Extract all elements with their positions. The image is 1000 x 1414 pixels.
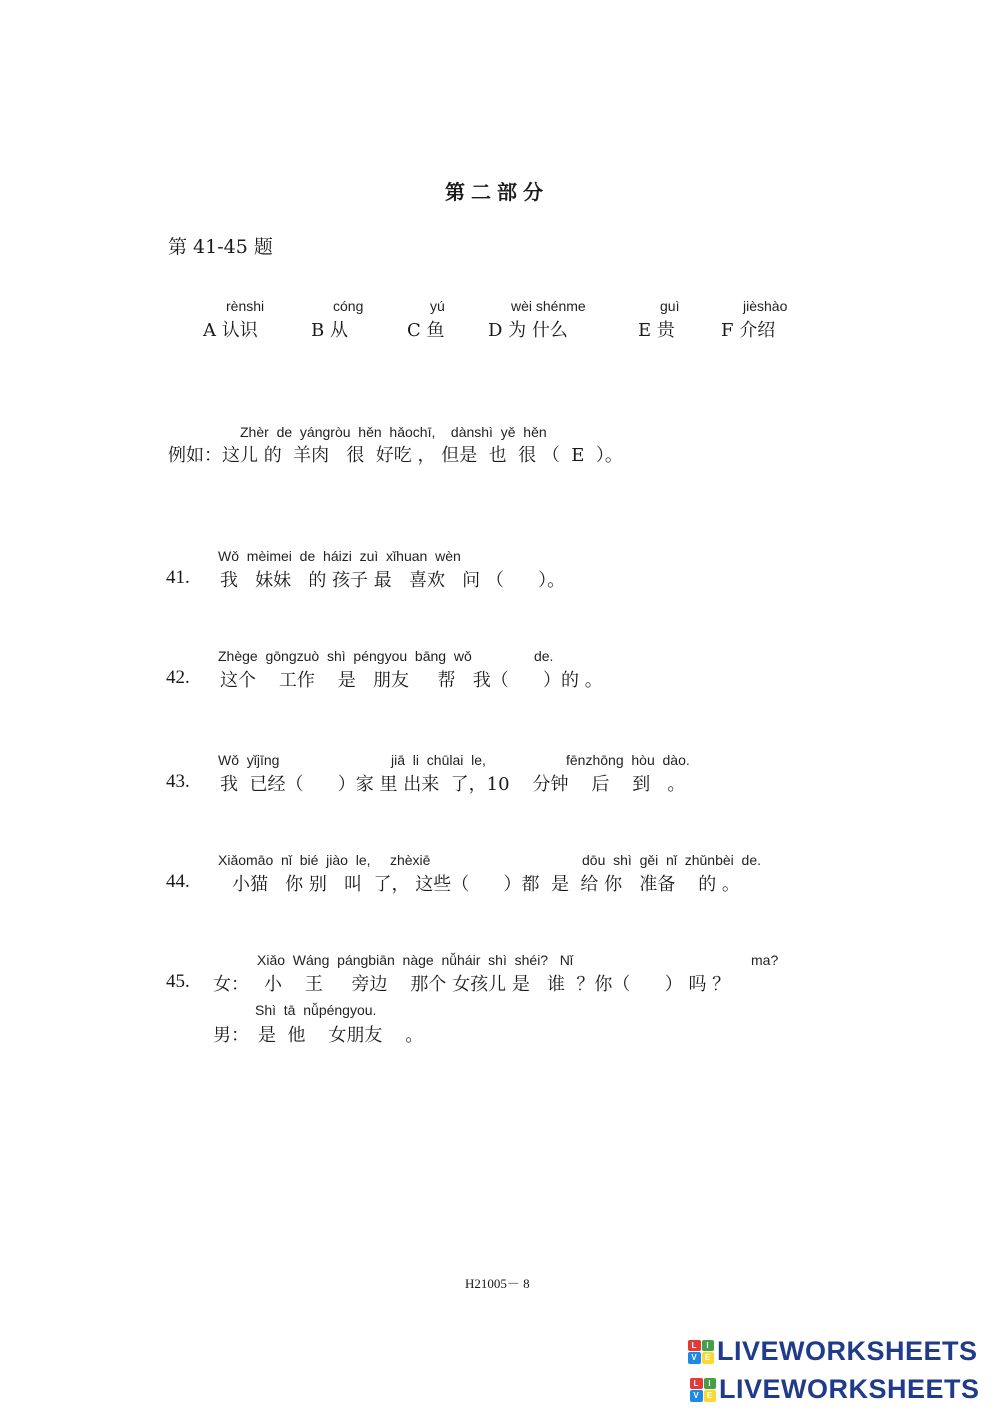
section-title: 第二部分 xyxy=(445,180,549,204)
q43-number: 43. xyxy=(166,771,190,792)
liveworksheets-icon-2: L I V E xyxy=(690,1378,716,1402)
q45-sentence-male: 是 他 女朋友 。 xyxy=(258,1025,424,1046)
liveworksheets-icon: L I V E xyxy=(688,1340,714,1364)
option-c: C 鱼 xyxy=(407,320,445,341)
q45-pinyin-a: Xiǎo Wáng pángbiān nàge nǚháir shì shéi? Nǐ xyxy=(257,952,573,968)
example-pinyin: Zhèr de yángròu hěn hǎochī, dànshì yě hěn xyxy=(240,424,547,440)
q43-pinyin-a: Wǒ yǐjīng xyxy=(218,752,280,768)
question-range: 第 41-45 题 xyxy=(168,236,273,258)
q45-sentence-female: 小 王 旁边 那个 女孩儿 是 谁 ？你（ ） 吗 ？ xyxy=(264,974,731,995)
option-e: E 贵 xyxy=(638,320,675,341)
q44-pinyin-b: dōu shì gěi nǐ zhǔnbèi de. xyxy=(582,852,762,868)
option-a-pinyin: rènshi xyxy=(226,298,265,314)
q43-pinyin-b: jiā li chūlai le, xyxy=(391,752,486,768)
q45-speaker-male: 男： xyxy=(213,1025,249,1046)
q45-pinyin-male: Shì tā nǚpéngyou. xyxy=(255,1002,377,1018)
q44-number: 44. xyxy=(166,871,190,892)
q44-pinyin-a: Xiǎomāo nǐ bié jiào le, zhèxiē xyxy=(218,852,431,868)
q41-sentence: 我 妹妹 的 孩子 最 喜欢 问 （ ）。 xyxy=(220,570,566,591)
q42-sentence: 这个 工作 是 朋友 帮 我（ ）的 。 xyxy=(220,670,603,691)
option-b: B 从 xyxy=(311,320,348,341)
page-footer: H21005－ 8 xyxy=(465,1276,530,1291)
liveworksheets-text: LIVEWORKSHEETS xyxy=(717,1336,978,1366)
q42-number: 42. xyxy=(166,667,190,688)
liveworksheets-logo-2 xyxy=(690,1374,980,1405)
q41-number: 41. xyxy=(166,567,190,588)
q45-pinyin-b: ma? xyxy=(751,952,779,968)
q43-sentence: 我 已经（ ）家 里 出来 了，10 分钟 后 到 。 xyxy=(220,774,686,795)
q42-pinyin: Zhège gōngzuò shì péngyou bāng wǒ de. xyxy=(218,648,554,664)
q41-pinyin: Wǒ mèimei de háizi zuì xǐhuan wèn xyxy=(218,548,461,564)
q44-sentence: 小猫 你 别 叫 了， 这些（ ）都 是 给 你 准备 的 。 xyxy=(232,874,740,895)
option-f: F 介绍 xyxy=(721,320,776,341)
option-e-pinyin: guì xyxy=(660,298,680,314)
liveworksheets-logo xyxy=(688,1336,978,1367)
option-f-pinyin: jièshào xyxy=(743,298,788,314)
example-sentence: 例如：这儿 的 羊肉 很 好吃 ， 但是 也 很 （ E ）。 xyxy=(168,445,623,466)
q45-speaker-female: 女： xyxy=(213,974,249,995)
option-a: A 认识 xyxy=(203,320,258,341)
liveworksheets-text-2: LIVEWORKSHEETS xyxy=(719,1374,980,1404)
option-d-pinyin: wèi shénme xyxy=(511,298,586,314)
option-c-pinyin: yú xyxy=(430,298,445,314)
q43-pinyin-c: fēnzhōng hòu dào. xyxy=(566,752,690,768)
option-d: D 为 什么 xyxy=(488,320,568,341)
q45-number: 45. xyxy=(166,971,190,992)
option-b-pinyin: cóng xyxy=(333,298,364,314)
